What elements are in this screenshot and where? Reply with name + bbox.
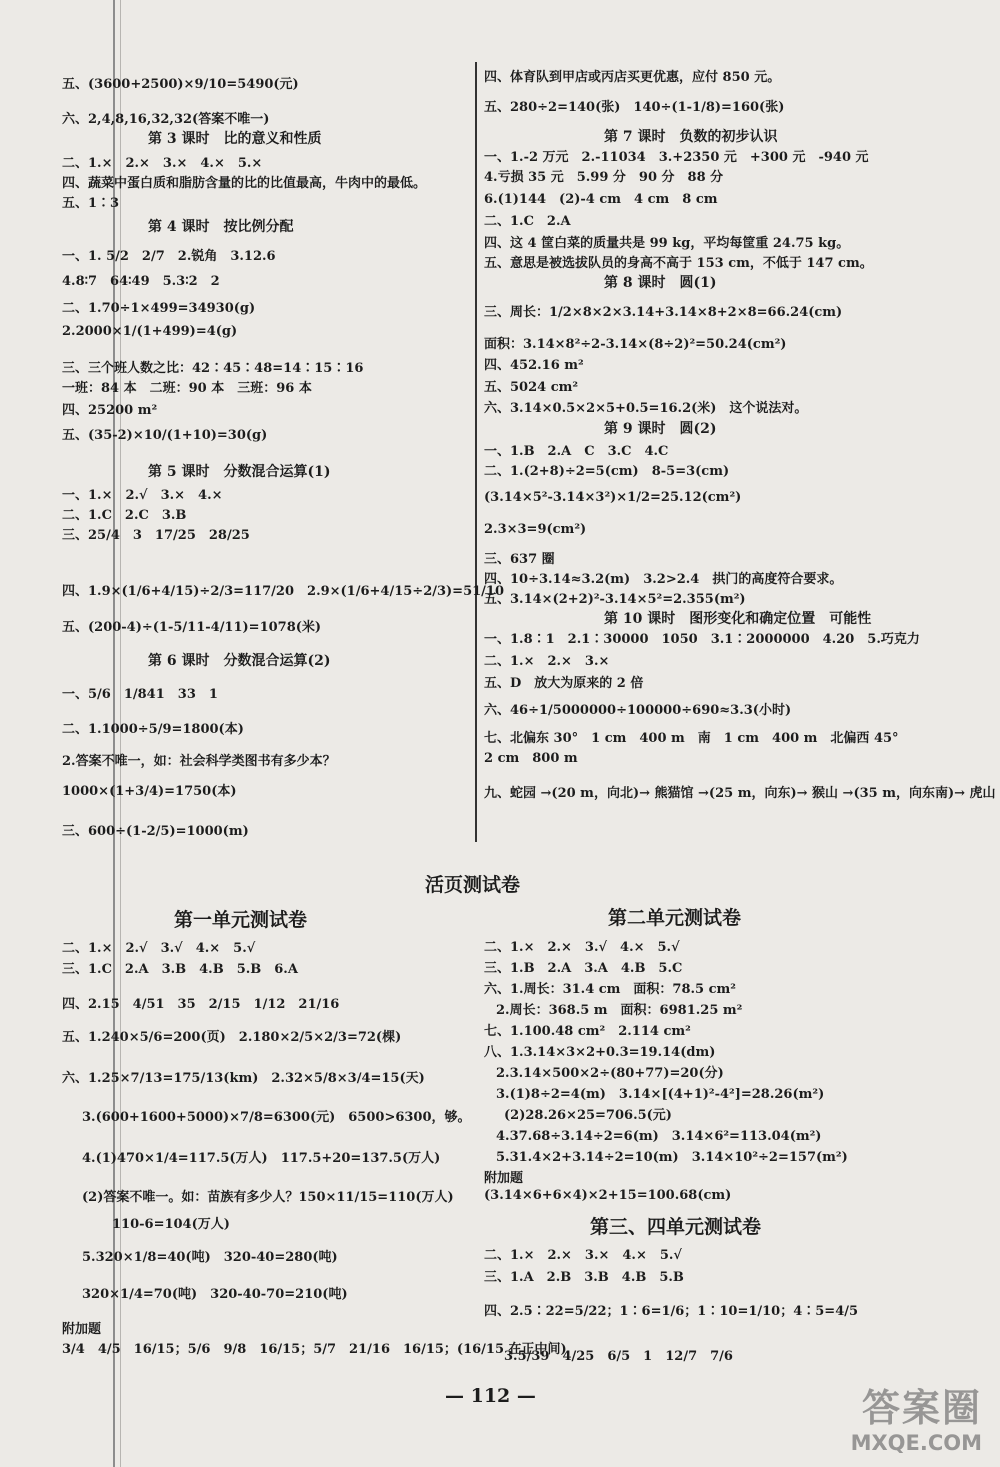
answer-line: 三、周长：1/2×8×2×3.14+3.14×8+2×8=66.24(cm) [484,305,843,320]
lesson-heading: 第 3 课时 比的意义和性质 [148,131,322,147]
answer-line: 五、D 放大为原来的 2 倍 [484,676,644,691]
answer-line: 四、10÷3.14≈3.2(m) 3.2>2.4 拱门的高度符合要求。 [484,572,843,587]
test-answer-line: 四、2.5∶22=5/22；1∶6=1/6；1∶10=1/10；4∶5=4/5 [484,1304,859,1319]
unit-test-title: 第二单元测试卷 [608,907,742,929]
test-answer-line: 三、1.A 2.B 3.B 4.B 5.B [484,1270,684,1285]
answer-line: 五、(200-4)÷(1-5/11-4/11)=1078(米) [62,620,322,635]
test-answer-line: 二、1.× 2.√ 3.√ 4.× 5.√ [62,941,256,956]
answer-line: 面积：3.14×8²÷2-3.14×(8÷2)²=50.24(cm²) [484,337,787,352]
unit-test-title: 第一单元测试卷 [174,909,308,931]
answer-line: 三、25/4 3 17/25 28/25 [62,528,250,543]
answer-line: 四、1.9×(1/6+4/15)÷2/3=117/20 2.9×(1/6+4/15÷2/3)=51/10 [62,584,505,599]
answer-line: 二、1.C 2.A [484,214,571,229]
lesson-heading: 第 7 课时 负数的初步认识 [604,129,778,145]
test-answer-line: 三、1.C 2.A 3.B 4.B 5.B 6.A [62,962,298,977]
answer-line: 一、1.× 2.√ 3.× 4.× [62,488,223,503]
answer-line: 4.亏损 35 元 5.99 分 90 分 88 分 [484,170,724,185]
test-answer-line: 3.(1)8÷2=4(m) 3.14×[(4+1)²-4²]=28.26(m²) [496,1087,825,1102]
answer-line: 二、1.1000÷5/9=1800(本) [62,722,244,737]
answer-line: 2.答案不唯一，如：社会科学类图书有多少本？ [62,754,336,769]
answer-line: 二、1.(2+8)÷2=5(cm) 8-5=3(cm) [484,464,730,479]
answer-line: 一、1.B 2.A C 3.C 4.C [484,444,669,459]
answer-line: 五、280÷2=140(张) 140÷(1-1/8)=160(张) [484,100,785,115]
test-answer-line: 六、1.25×7/13=175/13(km) 2.32×5/8×3/4=15(天) [62,1071,425,1086]
answer-line: 四、452.16 m² [484,358,584,373]
answer-line: 五、(3600+2500)×9/10=5490(元) [62,77,299,92]
lesson-heading: 第 6 课时 分数混合运算(2) [148,653,331,669]
answer-line: 三、600÷(1-2/5)=1000(m) [62,824,249,839]
lesson-heading: 第 8 课时 圆(1) [604,275,717,291]
answer-line: 五、意思是被选拔队员的身高不高于 153 cm，不低于 147 cm。 [484,256,873,271]
answer-line: 2.3×3=9(cm²) [484,522,587,537]
answer-line: 1000×(1+3/4)=1750(本) [62,784,237,799]
test-answer-line: 2.3.14×500×2÷(80+77)=20(分) [496,1066,724,1081]
test-answer-line: 六、1.周长：31.4 cm 面积：78.5 cm² [484,982,736,997]
answer-line: 六、46÷1/5000000÷100000÷690≈3.3(小时) [484,703,792,718]
test-answer-line: 2.周长：368.5 m 面积：6981.25 m² [496,1003,743,1018]
page-number: — 112 — [445,1385,536,1407]
answer-line: 四、蔬菜中蛋白质和脂肪含量的比的比值最高，牛肉中的最低。 [62,176,427,191]
watermark-url: MXQE.COM [850,1431,982,1455]
answer-line: 一、1.-2 万元 2.-11034 3.+2350 元 +300 元 -940 元 [484,150,869,165]
test-answer-line: 110-6=104(万人) [112,1217,230,1232]
answer-line: 一、1. 5/2 2/7 2.锐角 3.12.6 [62,249,276,264]
test-answer-line: 附加题 [62,1322,102,1337]
test-answer-line: (2)28.26×25=706.5(元) [504,1108,672,1123]
test-answer-line: 五、1.240×5/6=200(页) 2.180×2/5×2/3=72(棵) [62,1030,402,1045]
answer-line: 六、3.14×0.5×2×5+0.5=16.2(米) 这个说法对。 [484,401,808,416]
test-answer-line: 5.31.4×2+3.14÷2=10(m) 3.14×10²÷2=157(m²) [496,1150,848,1165]
answer-line: 二、1.× 2.× 3.× [484,654,610,669]
test-answer-line: 二、1.× 2.× 3.× 4.× 5.√ [484,1248,682,1263]
test-answer-line: 二、1.× 2.× 3.√ 4.× 5.√ [484,940,680,955]
test-answer-line: 320×1/4=70(吨) 320-40-70=210(吨) [82,1287,348,1302]
answer-line: 4.8∶7 64∶49 5.3∶2 2 [62,274,220,289]
unit-test-title: 第三、四单元测试卷 [590,1216,762,1238]
test-answer-line: 4.(1)470×1/4=117.5(万人) 117.5+20=137.5(万人) [82,1151,441,1166]
answer-line: 2.2000×1/(1+499)=4(g) [62,324,238,339]
test-answer-line: 3.5/39 4/25 6/5 1 12/7 7/6 [504,1349,733,1364]
test-answer-line: 八、1.3.14×3×2+0.3=19.14(dm) [484,1045,716,1060]
test-answer-line: 3.(600+1600+5000)×7/8=6300(元) 6500>6300，够。 [82,1110,471,1125]
answer-line: 6.(1)144 (2)-4 cm 4 cm 8 cm [484,192,718,207]
lesson-heading: 第 4 课时 按比例分配 [148,219,294,235]
answer-line: 九、蛇园 →(20 m，向北)→ 熊猫馆 →(25 m，向东)→ 猴山 →(35 m，向东南)→ 虎山 [484,786,996,801]
answer-line: 四、这 4 筐白菜的质量共是 99 kg，平均每筐重 24.75 kg。 [484,236,850,251]
test-answer-line: 5.320×1/8=40(吨) 320-40=280(吨) [82,1250,338,1265]
answer-line: 二、1.× 2.× 3.× 4.× 5.× [62,156,263,171]
answer-line: 二、1.70÷1×499=34930(g) [62,301,256,316]
section-title: 活页测试卷 [425,874,521,896]
answer-line: 三、637 圈 [484,552,555,567]
watermark [822,1377,982,1455]
lesson-heading: 第 5 课时 分数混合运算(1) [148,464,331,480]
answer-line: 五、(35-2)×10/(1+10)=30(g) [62,428,268,443]
lesson-heading: 第 10 课时 图形变化和确定位置 可能性 [604,611,872,627]
answer-line: 2 cm 800 m [484,751,578,766]
answer-line: 五、3.14×(2+2)²-3.14×5²=2.355(m²) [484,592,746,607]
test-answer-line: 三、1.B 2.A 3.A 4.B 5.C [484,961,683,976]
answer-line: 七、北偏东 30° 1 cm 400 m 南 1 cm 400 m 北偏西 45° [484,731,899,746]
watermark-logo-text: 答案圈 [861,1386,982,1430]
answer-line: 一班：84 本 二班：90 本 三班：96 本 [62,381,312,396]
test-answer-line: 4.37.68÷3.14÷2=6(m) 3.14×6²=113.04(m²) [496,1129,822,1144]
test-answer-line: 附加题 [484,1171,524,1186]
answer-line: 三、三个班人数之比：42∶45∶48=14∶15∶16 [62,361,364,376]
test-answer-line: 3/4 4/5 16/15；5/6 9/8 16/15；5/7 21/16 16/15；(16/15 在正中间) [62,1342,567,1357]
answer-line: 一、1.8∶1 2.1∶30000 1050 3.1∶2000000 4.20 5.巧克力 [484,632,920,647]
answer-line: (3.14×5²-3.14×3²)×1/2=25.12(cm²) [484,490,742,505]
test-answer-line: (2)答案不唯一。如：苗族有多少人？150×11/15=110(万人) [82,1190,454,1205]
answer-line: 五、1∶3 [62,196,120,211]
test-answer-line: (3.14×6+6×4)×2+15=100.68(cm) [484,1188,732,1203]
lesson-heading: 第 9 课时 圆(2) [604,421,717,437]
answer-line: 一、5/6 1/841 33 1 [62,687,218,702]
answer-line: 六、2,4,8,16,32,32(答案不唯一) [62,112,270,127]
column-divider [475,62,477,842]
answer-line: 四、体育队到甲店或丙店买更优惠，应付 850 元。 [484,70,781,85]
answer-line: 五、5024 cm² [484,380,579,395]
test-answer-line: 七、1.100.48 cm² 2.114 cm² [484,1024,691,1039]
answer-line: 二、1.C 2.C 3.B [62,508,187,523]
test-answer-line: 四、2.15 4/51 35 2/15 1/12 21/16 [62,997,340,1012]
answer-line: 四、25200 m² [62,403,158,418]
